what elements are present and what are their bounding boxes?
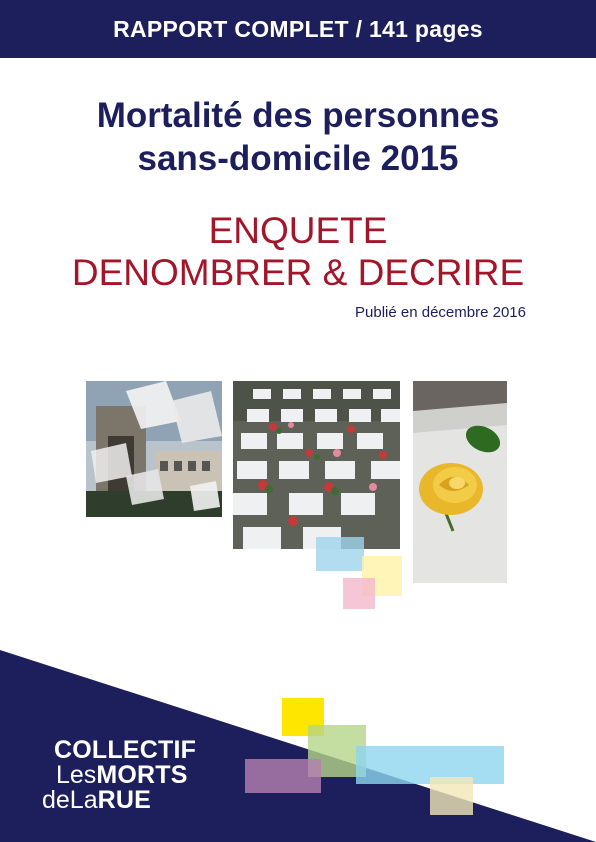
memorial-boxes-photo [233, 381, 400, 549]
subtitle-line-2: DENOMBRER & DECRIRE [71, 252, 525, 293]
arc-de-triomphe-photo [86, 381, 222, 517]
logo-line-3-prefix: deLa [42, 786, 98, 814]
title-line-1: Mortalité des personnes [96, 96, 500, 135]
purple-block [245, 759, 321, 793]
document-subtitle [0, 210, 596, 294]
blue-square [316, 537, 364, 571]
collectif-logo [42, 738, 242, 813]
yellow-rose-photo [413, 381, 507, 583]
logo-line-2-prefix: Les [56, 761, 97, 789]
pink-square [343, 578, 375, 609]
subtitle-line-1: ENQUETE [208, 210, 388, 251]
top-banner [0, 0, 596, 58]
beige-block [430, 777, 473, 815]
document-title [0, 94, 596, 180]
report-label: RAPPORT COMPLET / 141 pages [113, 15, 483, 42]
logo-line-1: COLLECTIF [54, 736, 197, 764]
logo-line-2-word: MORTS [96, 761, 188, 789]
publication-date: Publié en décembre 2016 [355, 304, 526, 321]
logo-line-3-word: RUE [97, 786, 152, 814]
title-line-2: sans-domicile 2015 [137, 139, 459, 178]
